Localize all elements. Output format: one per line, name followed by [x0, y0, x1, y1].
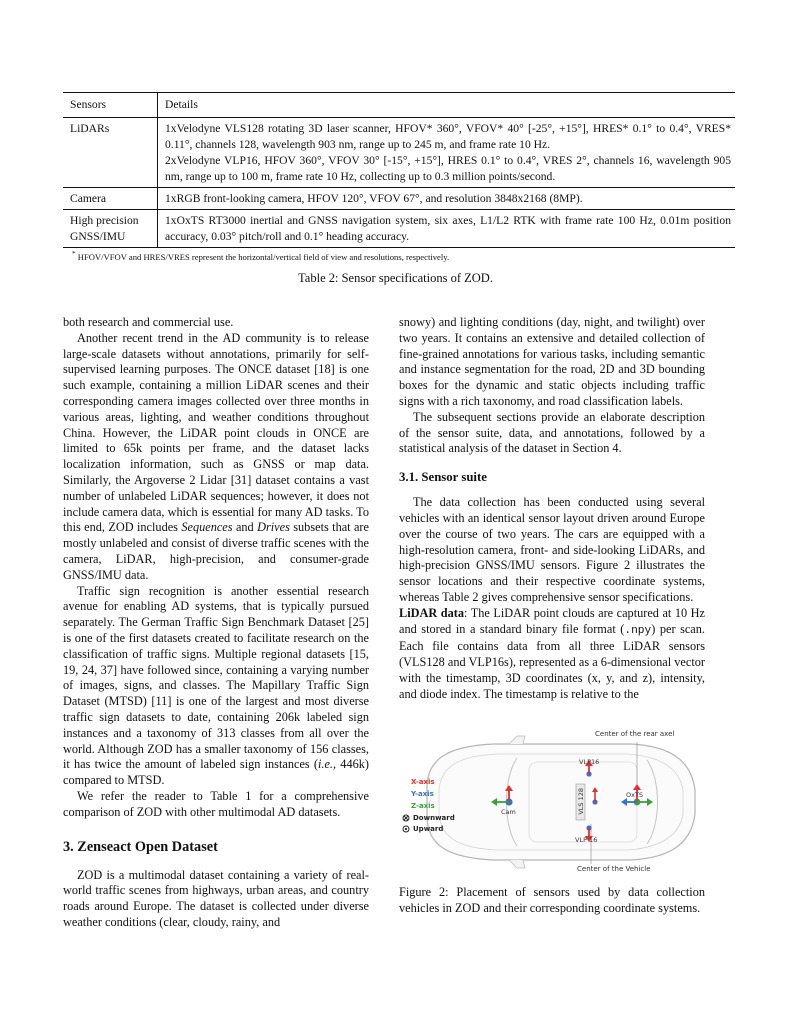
bold-lead: LiDAR data: [399, 605, 464, 620]
left-column: [63, 315, 369, 931]
legend-x-axis: X-axis: [411, 778, 435, 786]
footnote-mark: *: [72, 250, 76, 258]
table-cell-details: [157, 118, 735, 187]
label-center-vehicle: Center of the Vehicle: [577, 865, 651, 873]
mirror-bottom: [509, 860, 525, 868]
table-cell-sensor: LiDARs: [70, 122, 110, 135]
label-cam: Cam: [501, 808, 516, 816]
label-vls128: VLS 128: [577, 788, 585, 815]
table-cell-details: 1xOxTS RT3000 inertial and GNSS navigation system, six axes, L1/L2 RTK with frame rate 100 Hz, 0.01m position accuracy, 0.03° pitch/roll and 0.1° heading accuracy.: [157, 210, 735, 247]
table-header-row: [63, 93, 735, 117]
table-caption: Table 2: Sensor specifications of ZOD.: [298, 271, 493, 285]
paragraph: snowy) and lighting conditions (day, night, and twilight) over two years. It contains an extensive and detailed collection of fine-grained annotations for various tasks, including semantic and instance segmentation for the road, 2D and 3D bounding boxes for the dynamic and static objects including traffic signs with a rich taxonomy, and road classification labels.: [399, 315, 705, 408]
emphasis-drives: Drives: [257, 520, 290, 535]
label-vlp16-bottom: VLP 16: [575, 836, 598, 844]
emphasis-ie: i.e.: [317, 757, 334, 772]
table-row-lidars: [63, 117, 735, 187]
legend-y-axis: Y-axis: [411, 790, 434, 798]
paragraph-text: and: [235, 520, 254, 535]
paragraph: ZOD is a multimodal dataset containing a variety of real-world traffic scenes from highways, urban areas, and country roads around Europe. The dataset is collected under diverse weather conditions (clear, cloudy, rainy, and: [63, 867, 369, 929]
paragraph: The data collection has been conducted using several vehicles with an identical sensor layout driven around Europe over the course of two years. The cars are equipped with a high-resolution camera, front- and side-looking LiDARs, and high-precision GNSS/IMU sensors. Figure 2 illustrates the sensor locations and their respective coordinate systems, whereas Table 2 gives comprehensive sensor specifications.: [399, 495, 705, 604]
paragraph-text: Traffic sign recognition is another essential research avenue for enabling AD systems, that is typically pursued separately. The German Traffic Sign Benchmark Dataset [25] is one of the first datasets created to facilitate research on the classification of traffic signs. Multiple regional datasets [15, 19, 24, 37] have followed since, containing a varying number of images, signs, and classes. The Mapillary Traffic Sign Dataset (MTSD) [11] is one of the largest and most diverse traffic sign datasets to date, containing 206k labeled sign instances and a taxonomy of 313 classes from all over the world. Although ZOD has a smaller taxonomy of 156 classes, it has twice the amount of labeled sign instances (: [63, 583, 369, 772]
label-rear-axel: Center of the rear axel: [595, 730, 675, 738]
label-oxts: OxTS: [626, 791, 644, 799]
table-header-sensors: Sensors: [70, 98, 107, 111]
table-row-gnss: [63, 209, 735, 247]
paragraph: We refer the reader to Table 1 for a comprehensive comparison of ZOD with other multimodal AD datasets.: [63, 788, 369, 819]
section-heading: 3. Zenseact Open Dataset: [63, 838, 218, 855]
table-cell-sensor: [63, 210, 157, 247]
right-column: [399, 315, 705, 703]
figure-caption: Figure 2: Placement of sensors used by data collection vehicles in ZOD and their corresponding coordinate systems.: [399, 885, 705, 915]
table-cell-details: 1xRGB front-looking camera, HFOV 120°, VFOV 67°, and resolution 3848x2168 (8MP).: [157, 188, 735, 209]
paragraph-text: Another recent trend in the AD community is to release large-scale datasets without annotations, primarily for self-supervised learning purposes. The ONCE dataset [18] is one such example, containing a million LiDAR scenes and their corresponding camera images collected over three months in various areas, lighting, and weather conditions throughout China. However, the LiDAR point clouds in ONCE are limited to 65k points per frame, and the dataset lacks localization information, such as GNSS or map data. Similarly, the Argoverse 2 Lidar [31] dataset contains a vast number of unlabeled LiDAR sequences; however, it does not include camera data, which is essential for many AD tasks. To this end, ZOD includes: [63, 330, 369, 535]
lidar-detail-vls128: 1xVelodyne VLS128 rotating 3D laser scanner, HFOV* 360°, VFOV* 40° [-25°, +15°], HRES* 0.1° to 0.4°, VRES* 0.11°, channels 128, wavelength 903 nm, range up to 245 m, and frame rate 10 Hz.: [165, 122, 731, 151]
sensor-name-line1: High precision: [70, 214, 139, 227]
sensor-name-line2: GNSS/IMU: [70, 230, 126, 243]
car-diagram: [399, 728, 705, 878]
subsection-heading: 3.1. Sensor suite: [399, 470, 487, 485]
sensor-spec-table: [63, 92, 735, 248]
paragraph-text: ) per scan. Each file contains data from all three LiDAR sensors (VLS128 and VLP16s), represented as a 6-dimensional vector with the timestamp, 3D coordinates (x, y, and z), intensity, and diode index. The timestamp is relative to the: [399, 621, 705, 701]
paragraph: [399, 606, 705, 703]
paragraph: [63, 331, 369, 584]
table-header-details: Details: [157, 93, 735, 117]
upward-icon-dot: [405, 828, 407, 830]
legend-downward: Downward: [413, 814, 455, 822]
paragraph-text: , 446k) compared to MTSD.: [63, 757, 369, 788]
paragraph: [63, 584, 369, 789]
table-cell-sensor: Camera: [70, 192, 107, 205]
paragraph: both research and commercial use.: [63, 315, 234, 329]
paragraph-text: subsets that are mostly unlabeled and consist of diverse traffic scenes with the camera, LiDAR, high-precision, and consumer-grade GNSS/IMU data.: [63, 520, 369, 582]
emphasis-sequences: Sequences: [181, 520, 233, 535]
legend-z-axis: Z-axis: [411, 802, 435, 810]
table-footnote: [72, 248, 732, 263]
table-row-camera: [63, 187, 735, 209]
car-body-outline: [427, 744, 695, 860]
legend-upward: Upward: [413, 825, 444, 833]
footnote-text: HFOV/VFOV and HRES/VRES represent the horizontal/vertical field of view and resolutions, respectively.: [77, 251, 450, 262]
label-vlp16-top: VLP16: [579, 758, 600, 766]
lidar-detail-vlp16: 2xVelodyne VLP16, HFOV 360°, VFOV 30° [-15°, +15°], HRES 0.1° to 0.4°, VRES 2°, channels 16, wavelength 905 nm, range up to 100 m, frame rate 10 Hz, collecting up to 0.3 million points/second.: [165, 154, 731, 183]
code-file-ext: .npy: [624, 624, 652, 637]
paragraph: The subsequent sections provide an elaborate description of the sensor suite, data, and annotations, followed by a statistical analysis of the dataset in Section 4.: [399, 409, 705, 456]
sensor-placement-figure: [399, 728, 705, 878]
mirror-top: [509, 736, 525, 744]
paragraph-text: : The LiDAR point clouds are captured at 10 Hz and stored in a standard binary file format (: [399, 605, 705, 636]
